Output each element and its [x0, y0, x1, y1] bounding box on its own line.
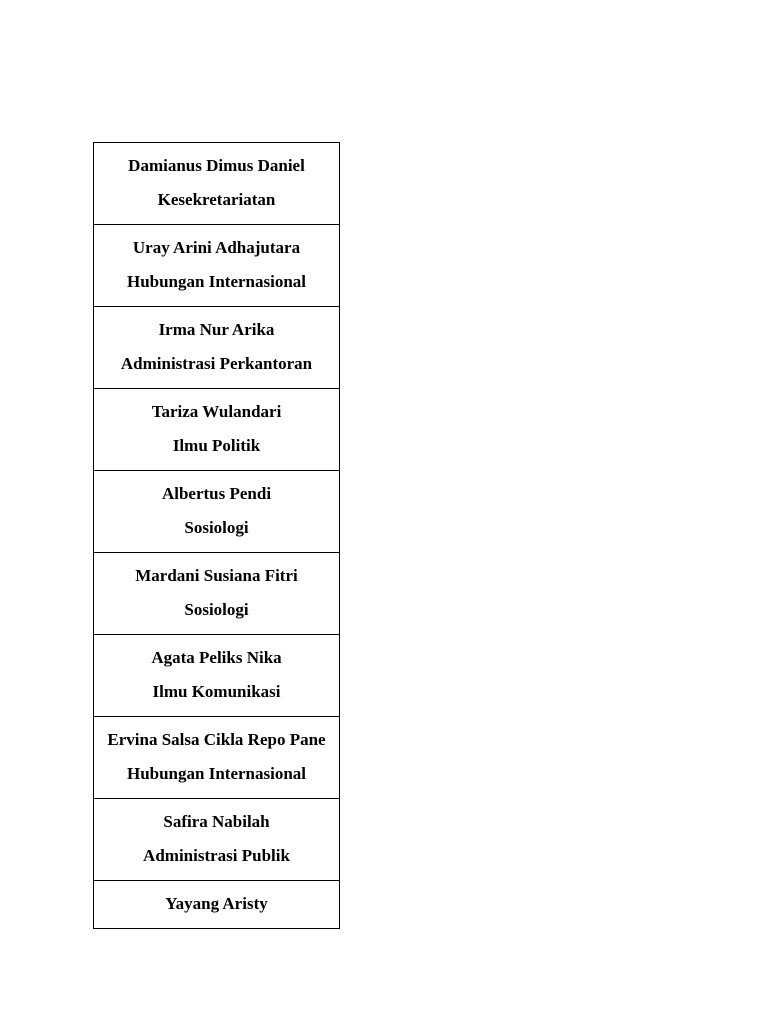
member-name: Agata Peliks Nika [151, 648, 282, 667]
table-row [94, 881, 340, 929]
member-cell [94, 307, 340, 389]
member-cell [94, 471, 340, 553]
table-row [94, 389, 340, 471]
member-table [93, 142, 340, 929]
member-cell [94, 881, 340, 929]
table-row [94, 717, 340, 799]
member-name: Ervina Salsa Cikla Repo Pane [107, 730, 326, 749]
member-cell [94, 717, 340, 799]
member-program: Administrasi Publik [143, 846, 290, 865]
member-cell [94, 389, 340, 471]
member-name: Mardani Susiana Fitri [135, 566, 298, 585]
member-program: Kesekretariatan [157, 190, 276, 209]
table-row [94, 307, 340, 389]
member-cell [94, 553, 340, 635]
member-program: Ilmu Komunikasi [152, 682, 281, 701]
table-row [94, 635, 340, 717]
table-row [94, 799, 340, 881]
member-program: Hubungan Internasional [126, 764, 307, 783]
member-name: Safira Nabilah [163, 812, 270, 831]
member-name: Albertus Pendi [161, 484, 272, 503]
table-row [94, 471, 340, 553]
table-row [94, 143, 340, 225]
member-cell [94, 225, 340, 307]
member-program: Ilmu Politik [172, 436, 261, 455]
table-row [94, 553, 340, 635]
member-program: Sosiologi [184, 600, 249, 619]
member-cell [94, 143, 340, 225]
member-cell [94, 799, 340, 881]
member-program: Hubungan Internasional [126, 272, 307, 291]
member-cell [94, 635, 340, 717]
member-name: Uray Arini Adhajutara [132, 238, 301, 257]
member-name: Damianus Dimus Daniel [128, 156, 305, 175]
member-name: Tariza Wulandari [151, 402, 282, 421]
member-program: Administrasi Perkantoran [120, 354, 313, 373]
member-name: Irma Nur Arika [158, 320, 275, 339]
member-program: Sosiologi [184, 518, 249, 537]
member-name: Yayang Aristy [165, 894, 268, 913]
table-row [94, 225, 340, 307]
